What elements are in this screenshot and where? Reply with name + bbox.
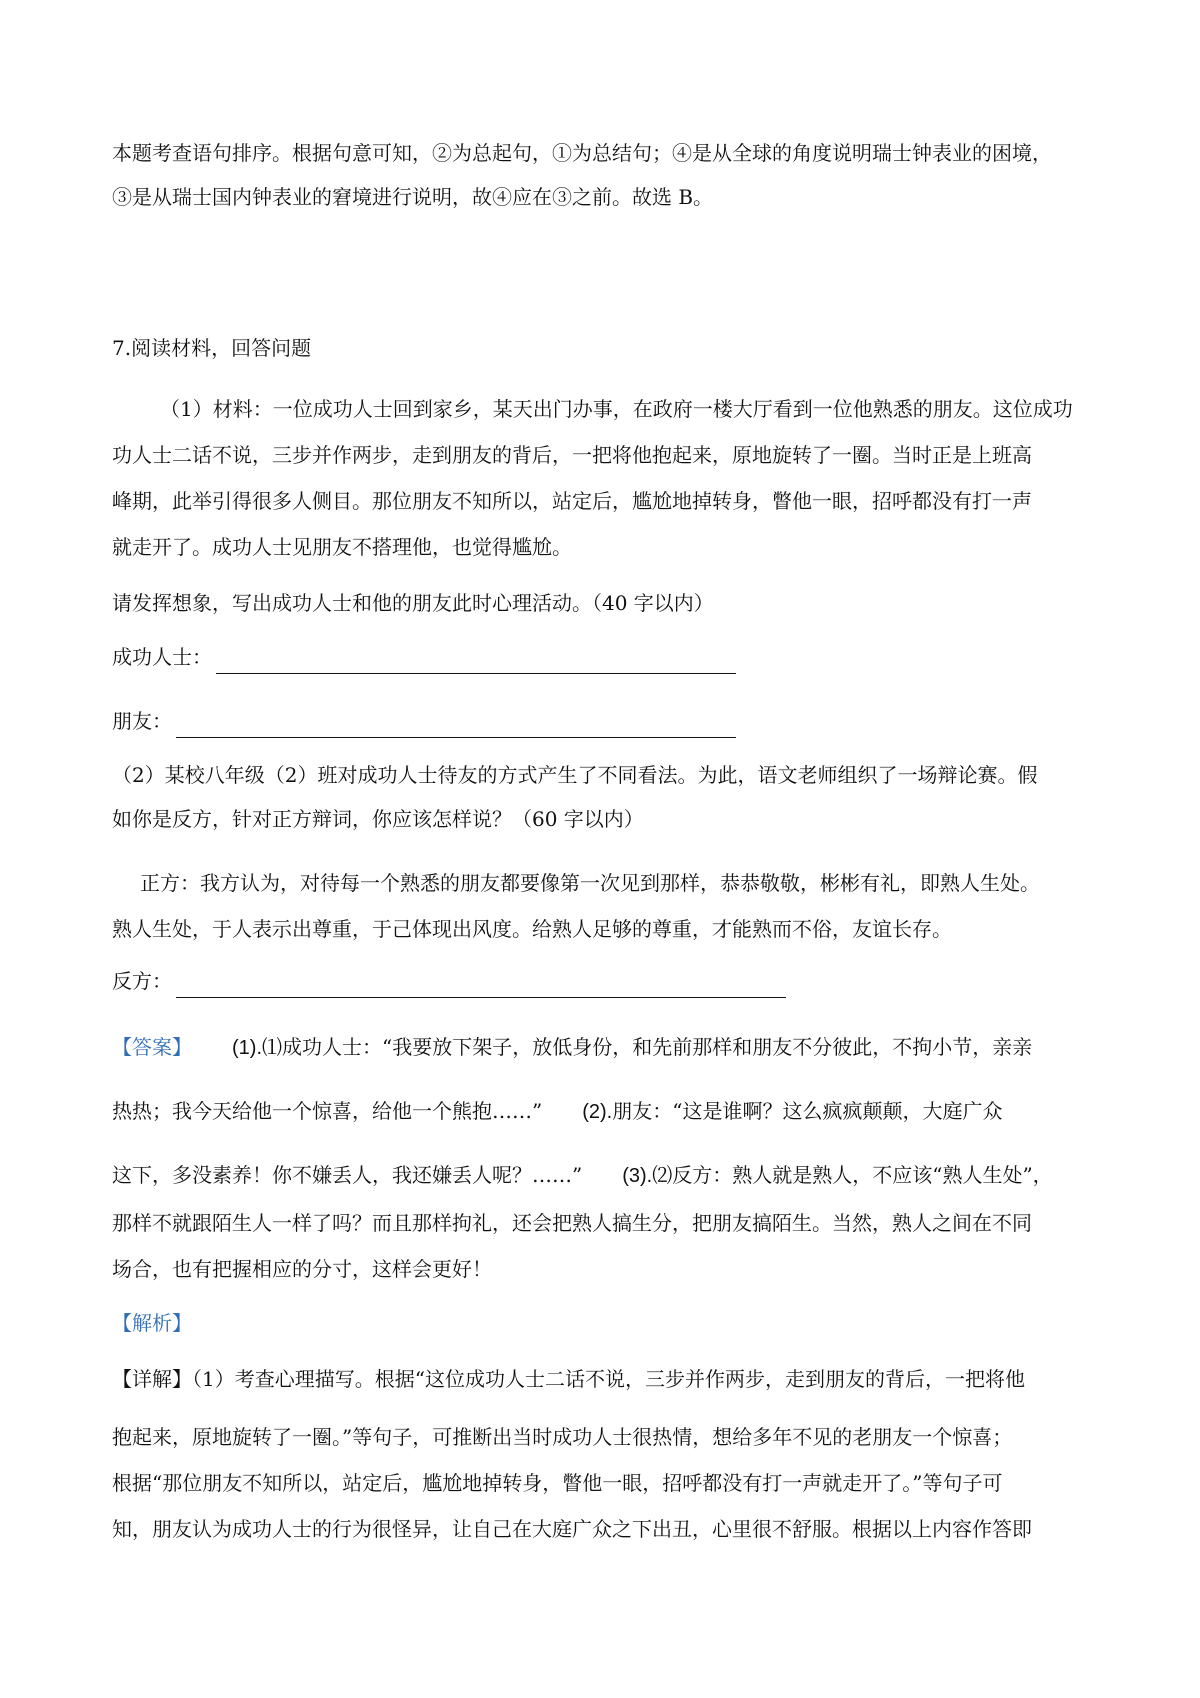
question-title-text: 7.阅读材料，回答问题 [112,336,312,360]
answer-text: 热热；我今天给他一个惊喜，给他一个熊抱……” [112,1099,543,1123]
analysis-label: 【解析】 [112,1311,192,1335]
answer-blank[interactable] [176,713,736,738]
prompt-text: 请发挥想象，写出成功人士和他的朋友此时心理活动。（40 字以内） [112,591,714,615]
material-block [112,386,1100,570]
answer-text: 那样不就跟陌生人一样了吗？而且那样拘礼，还会把熟人搞生分，把朋友搞陌生。当然，熟人之间在不同 [112,1211,1032,1235]
answer-text: ⑵反方：熟人就是熟人，不应该“熟人生处”， [652,1163,1053,1187]
answer-label: 【答案】 [112,1035,192,1059]
question-title [112,331,1100,365]
prompt-line: 如你是反方，针对正方辩词，你应该怎样说？（60 字以内） [112,807,644,831]
answer-text: 场合，也有把握相应的分寸，这样会更好！ [112,1257,492,1281]
answer-number: (2). [582,1101,613,1123]
answer-blank[interactable] [176,973,786,998]
answer-text: 这下，多没素养！你不嫌丢人，我还嫌丢人呢？……” [112,1163,583,1187]
material-line: 峰期，此举引得很多人侧目。那位朋友不知所以，站定后，尴尬地掉转身，瞥他一眼，招呼都没有打一声 [112,489,1032,513]
analysis-line: 【详解】（1）考查心理描写。根据“这位成功人士二话不说，三步并作两步，走到朋友的背后，一把将他 [112,1367,1025,1391]
part1-prompt [112,586,1100,620]
affirmative-line: 熟人生处，于人表示出尊重，于己体现出风度。给熟人足够的尊重，才能熟而不俗，友谊长存。 [112,917,952,941]
blank-label: 朋友： [112,709,172,733]
material-line: 就走开了。成功人士见朋友不搭理他，也觉得尴尬。 [112,535,572,559]
answer-block [112,1030,1100,1286]
answer-text: ⑴成功人士：“我要放下架子，放低身份，和先前那样和朋友不分彼此，不拘小节，亲亲 [262,1035,1033,1059]
blank-successful-person [112,640,1100,674]
analysis-line: 根据“那位朋友不知所以，站定后，尴尬地掉转身，瞥他一眼，招呼都没有打一声就走开了。”等句子可 [112,1471,1003,1495]
prompt-line: （2）某校八年级（2）班对成功人士待友的方式产生了不同看法。为此，语文老师组织了一场辩论赛。假 [112,763,1038,787]
text-line: 本题考查语句排序。根据句意可知，②为总起句，①为总结句；④是从全球的角度说明瑞士钟表业的困境， [112,141,1052,165]
analysis-line: 抱起来，原地旋转了一圈。”等句子，可推断出当时成功人士很热情，想给多年不见的老朋友一个惊喜； [112,1425,1013,1449]
analysis-block [112,1306,1100,1546]
blank-negative [112,964,1100,998]
previous-explanation [112,136,1100,214]
blank-label: 反方： [112,969,172,993]
blank-label: 成功人士： [112,645,212,669]
material-line: 功人士二话不说，三步并作两步，走到朋友的背后，一把将他抱起来，原地旋转了一圈。当时正是上班高 [112,443,1032,467]
answer-number: (3). [622,1165,653,1187]
blank-friend [112,704,1100,738]
answer-number: (1). [232,1037,262,1059]
answer-blank[interactable] [216,649,736,674]
text-line: ③是从瑞士国内钟表业的窘境进行说明，故④应在③之前。故选 B。 [112,185,714,209]
answer-text: 朋友：“这是谁啊？这么疯疯颠颠，大庭广众 [612,1099,1003,1123]
affirmative-line: 正方：我方认为，对待每一个熟悉的朋友都要像第一次见到那样，恭恭敬敬，彬彬有礼，即熟人生处。 [140,871,1040,895]
material-line: （1）材料：一位成功人士回到家乡，某天出门办事，在政府一楼大厅看到一位他熟悉的朋友。这位成功 [160,397,1073,421]
affirmative-statement [112,866,1100,946]
analysis-line: 知，朋友认为成功人士的行为很怪异，让自己在大庭广众之下出丑，心里很不舒服。根据以上内容作答即 [112,1517,1032,1541]
part2-prompt [112,758,1100,836]
